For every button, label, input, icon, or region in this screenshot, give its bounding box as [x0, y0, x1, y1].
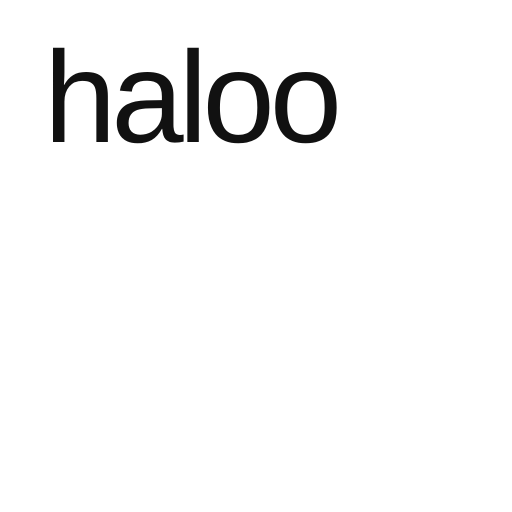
headline-text: haloo — [44, 24, 338, 170]
